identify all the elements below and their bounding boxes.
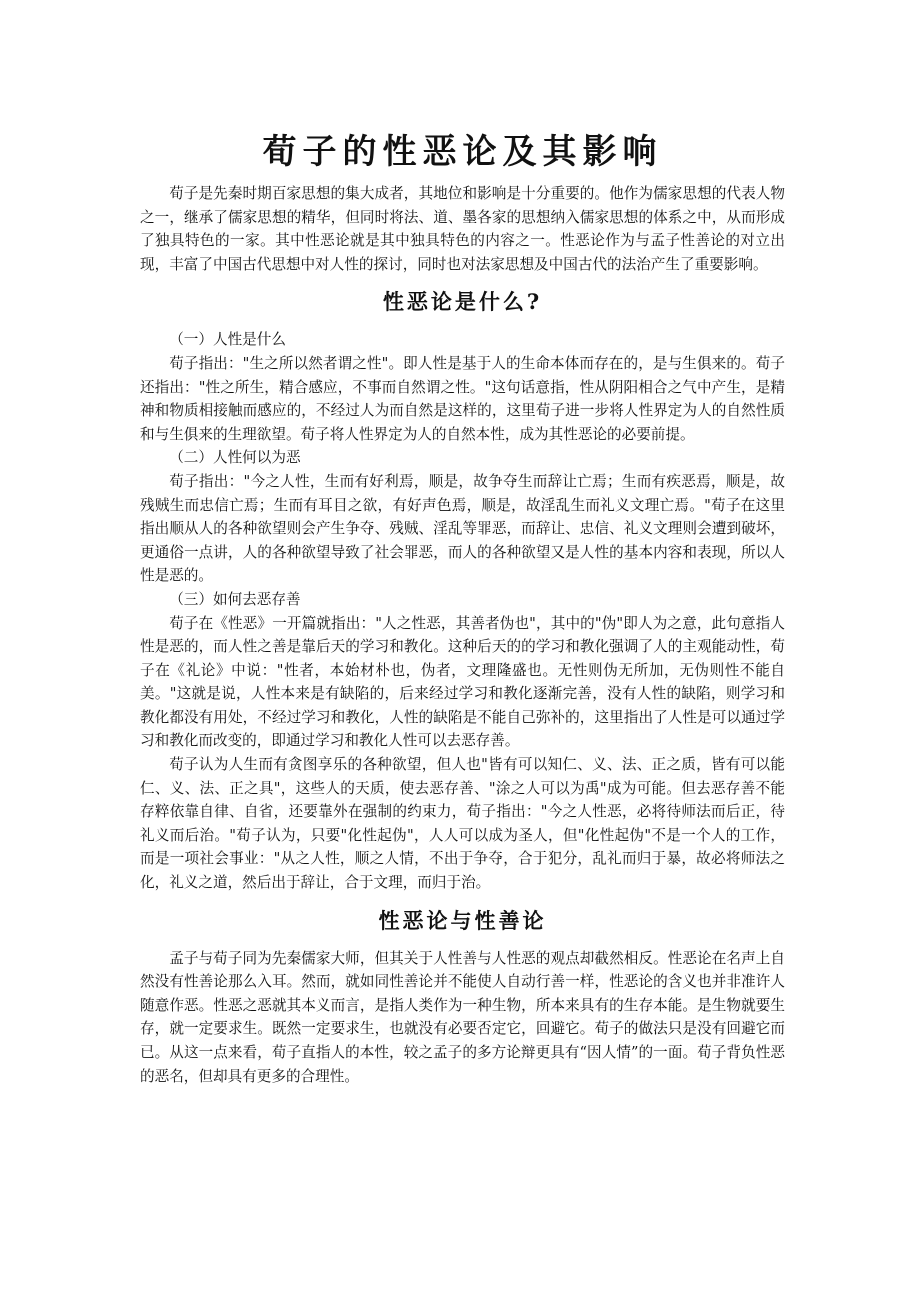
paragraph-comparison: 孟子与荀子同为先秦儒家大师，但其关于人性善与人性恶的观点却截然相反。性恶论在名声上自然没有性善论那么入耳。然而，就如同性善论并不能使人自动行善一样，性恶论的含义也并非准许人随意作恶。性恶之恶就其本义而言，是指人类作为一种生物，所本来具有的生存本能。是生物就要生存，就一定要求生。既然一定要求生，也就没有必要否定它，回避它。荀子的做法只是没有回避它而已。从这一点来看，荀子直指人的本性，较之孟子的多方论辩更具有“因人情”的一面。荀子背负性恶的恶名，但却具有更多的合理性。 [140, 949, 785, 1085]
subheading-nature: （一）人性是什么 [169, 331, 286, 349]
section-heading-comparison: 性恶论与性善论 [378, 907, 547, 933]
subheading-why-evil: （二）人性何以为恶 [169, 449, 301, 467]
subheading-remove-evil: （三）如何去恶存善 [169, 590, 301, 608]
section-heading-what-is: 性恶论是什么? [382, 289, 543, 315]
paragraph-why-evil: 荀子指出："今之人性，生而有好利焉，顺是，故争夺生而辞让亡焉；生而有疾恶焉，顺是，故残贼生而忠信亡焉；生而有耳目之欲，有好声色焉，顺是，故淫乱生而礼义文理亡焉。"荀子在这里指出顺从人的各种欲望则会产生争夺、残贼、淫乱等罪恶，而辞让、忠信、礼义文理则会遭到破坏，更通俗一点讲，人的各种欲望导致了社会罪恶，而人的各种欲望又是人性的基本内容和表现，所以人性是恶的。 [140, 472, 785, 585]
paragraph-nature: 荀子指出："生之所以然者谓之性"。即人性是基于人的生命本体而存在的，是与生俱来的。荀子还指出："性之所生，精合感应，不事而自然谓之性。"这句话意指，性从阴阳相合之气中产生，是精神和物质相接触而感应的，不经过人为而自然是这样的，这里荀子进一步将人性界定为人的自然性质和与生俱来的生理欲望。荀子将人性界定为人的自然本性，成为其性恶论的必要前提。 [140, 354, 785, 443]
paragraph-remove-evil: 荀子在《性恶》一开篇就指出："人之性恶，其善者伪也"，其中的"伪"即人为之意，此句意指人性是恶的，而人性之善是靠后天的学习和教化。这种后天的的学习和教化强调了人的主观能动性，荀子在《礼论》中说："性者，本始材朴也，伪者，文理隆盛也。无性则伪无所加，无伪则性不能自美。"这就是说，人性本来是有缺陷的，后来经过学习和教化逐渐完善，没有人性的缺陷，则学习和教化都没有用处，不经过学习和教化，人性的缺陷是不能自己弥补的，这里指出了人性是可以通过学习和教化而改变的，即通过学习和教化人性可以去恶存善。 [140, 614, 785, 750]
document-title: 荀子的性恶论及其影响 [262, 132, 663, 172]
intro-paragraph: 荀子是先秦时期百家思想的集大成者，其地位和影响是十分重要的。他作为儒家思想的代表人物之一，继承了儒家思想的精华，但同时将法、道、墨各家的思想纳入儒家思想的体系之中，从而形成了独具特色的一家。其中性恶论就是其中独具特色的内容之一。性恶论作为与孟子性善论的对立出现，丰富了中国古代思想中对人性的探讨，同时也对法家思想及中国古代的法治产生了重要影响。 [140, 185, 785, 273]
document-page [140, 128, 785, 1088]
paragraph-desires: 荀子认为人生而有贪图享乐的各种欲望，但人也"皆有可以知仁、义、法、正之质，皆有可以能仁、义、法、正之具"，这些人的天质，使去恶存善、"涂之人可以为禹"成为可能。但去恶存善不能存粹依靠自律、自省，还要靠外在强制的约束力，荀子指出："今之人性恶，必将待师法而后正，待礼义而后治。"荀子认为，只要"化性起伪"，人人可以成为圣人，但"化性起伪"不是一个人的工作，而是一项社会事业："从之人性，顺之人情，不出于争夺，合于犯分，乱礼而归于暴，故必将师法之化，礼义之道，然后出于辞让，合于文理，而归于治。 [140, 756, 785, 892]
